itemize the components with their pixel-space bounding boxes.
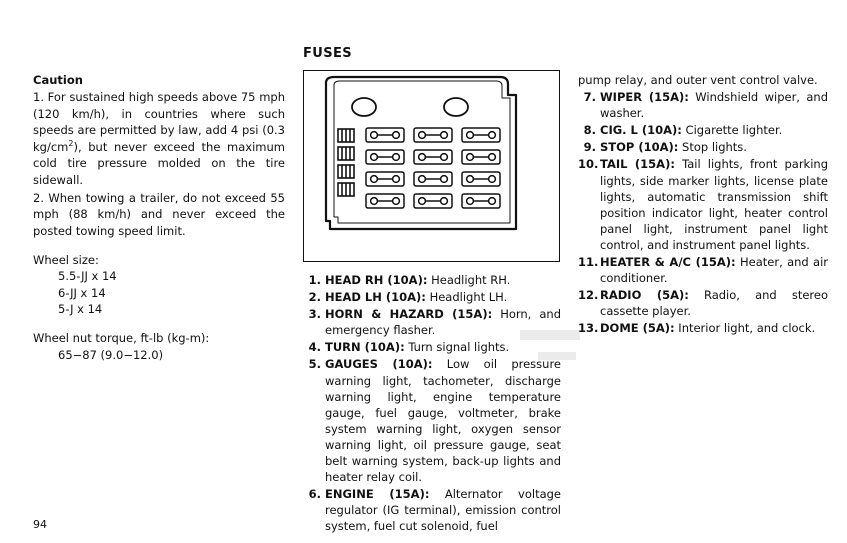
list-item-number: 4. (308, 340, 321, 355)
list-item-name: GAUGES (10A): (325, 357, 433, 372)
list-item-body (325, 289, 561, 305)
list-item (303, 339, 561, 355)
list-item-desc: Low oil pressure warning light, tachometer, discharge warning light, engine temperature gauge, fuel gauge, voltmeter, brake system warning light, oxygen sensor warning light, oil pressure gauge, seat belt warning system, back-up lights and heater relay coil. (325, 357, 562, 485)
list-item-desc: Alternator voltage regulator (IG terminal), emission control system, fuel cut solenoid, fuel (325, 487, 562, 534)
fuse-list-right (578, 72, 828, 338)
list-item-name: ENGINE (15A): (325, 487, 430, 502)
list-item-number: 1. (308, 273, 321, 287)
list-item-name: HEAD LH (10A): (325, 290, 426, 305)
list-item-name: WIPER (15A): (600, 90, 689, 105)
list-item (578, 254, 828, 286)
list-item-desc: Radio, and stereo cassette player. (600, 288, 828, 319)
wheel-nut-title: Wheel nut torque, ft-lb (kg-m): (33, 331, 210, 346)
caution-p1-part-b: ), but never exceed the maximum cold tire pressure molded on the tire sidewall. (33, 140, 285, 187)
list-item-number: 12. (578, 288, 599, 303)
page-number: 94 (33, 518, 47, 531)
list-item-desc: Heater, and air conditioner. (600, 255, 829, 286)
caution-paragraph-1 (33, 89, 285, 188)
list-item-body (600, 254, 828, 286)
list-item-number: 3. (308, 307, 321, 322)
list-item (303, 356, 561, 485)
list-item-body (600, 89, 828, 121)
continuation-text: pump relay, and outer vent control valve. (578, 73, 818, 87)
list-item-body (600, 139, 828, 155)
list-item (578, 287, 828, 319)
list-item (578, 156, 828, 253)
caution-p1-superscript: 2 (68, 139, 74, 149)
list-item-body (325, 486, 561, 534)
caution-section (33, 72, 285, 363)
wheel-size-item: 5-J x 14 (58, 302, 103, 317)
list-item-number: 11. (578, 255, 599, 270)
wheel-size-item: 5.5-JJ x 14 (58, 269, 117, 284)
list-item (578, 122, 828, 138)
list-item-desc: Windshield wiper, and washer. (600, 90, 828, 121)
wheel-nut-value: 65−87 (9.0−12.0) (58, 347, 164, 362)
list-item-name: RADIO (5A): (600, 288, 689, 303)
wheel-size-block (33, 252, 285, 317)
list-item-body (600, 320, 828, 336)
list-item (578, 89, 828, 121)
list-item-desc: Stop lights. (682, 140, 747, 155)
list-item-name: HEATER & A/C (15A): (600, 255, 736, 270)
list-item-name: HEAD RH (10A): (325, 273, 428, 287)
list-item-body (325, 339, 561, 355)
caution-p1-part-a: 1. For sustained high speeds above 75 mph (120 km/h), in countries where such speeds are permitted by law, add 4 psi (0.3 kg/cm (33, 90, 285, 155)
list-item-desc: Cigarette lighter. (685, 123, 783, 138)
list-item-body (600, 156, 828, 253)
list-item-body (325, 356, 561, 485)
list-item-body (600, 287, 828, 319)
list-item (303, 272, 561, 288)
wheel-nut-torque-block (33, 330, 285, 363)
list-item-body (325, 272, 561, 288)
list-item (303, 289, 561, 305)
list-item (303, 306, 561, 338)
list-item-desc: Turn signal lights. (408, 340, 510, 355)
list-item-name: STOP (10A): (600, 140, 679, 155)
list-item-name: TURN (10A): (325, 340, 405, 355)
list-item-name: CIG. L (10A): (600, 123, 682, 138)
list-item-desc: Horn, and emergency flasher. (325, 307, 561, 338)
fuse-list-left (303, 272, 561, 536)
list-item-name: HORN & HAZARD (15A): (325, 307, 493, 322)
list-item-number: 8. (583, 123, 596, 138)
list-item-desc: Headlight RH. (431, 273, 511, 287)
list-item (578, 139, 828, 155)
list-item-desc: Interior light, and clock. (678, 321, 816, 336)
list-item (303, 486, 561, 534)
fuse-box-diagram (303, 70, 560, 262)
list-item-number: 13. (578, 321, 599, 336)
caution-paragraph-2: 2. When towing a trailer, do not exceed 55 mph (88 km/h) and never exceed the posted towing speed limit. (33, 191, 285, 238)
wheel-size-title: Wheel size: (33, 253, 99, 268)
list-item-number: 7. (583, 90, 596, 105)
page-title: FUSES (303, 46, 353, 61)
list-item-body (600, 122, 828, 138)
list-item-number: 9. (583, 140, 596, 155)
list-item (578, 320, 828, 336)
list-item-desc: Headlight LH. (429, 290, 508, 305)
list-item-number: 2. (308, 290, 321, 305)
list-item-body (325, 306, 561, 338)
list-item-number: 5. (308, 357, 321, 372)
list-item-desc: Tail lights, front parking lights, side marker lights, license plate lights, automatic transmission shift position indicator light, heater control panel light, instrument panel light control, and instrument panel lights. (600, 157, 829, 252)
caution-heading: Caution (33, 73, 83, 87)
list-item-number: 10. (578, 157, 599, 172)
list-item-number: 6. (308, 487, 321, 502)
list-item-name: DOME (5A): (600, 321, 675, 336)
wheel-size-item: 6-JJ x 14 (58, 285, 106, 300)
list-item-name: TAIL (15A): (600, 157, 675, 172)
